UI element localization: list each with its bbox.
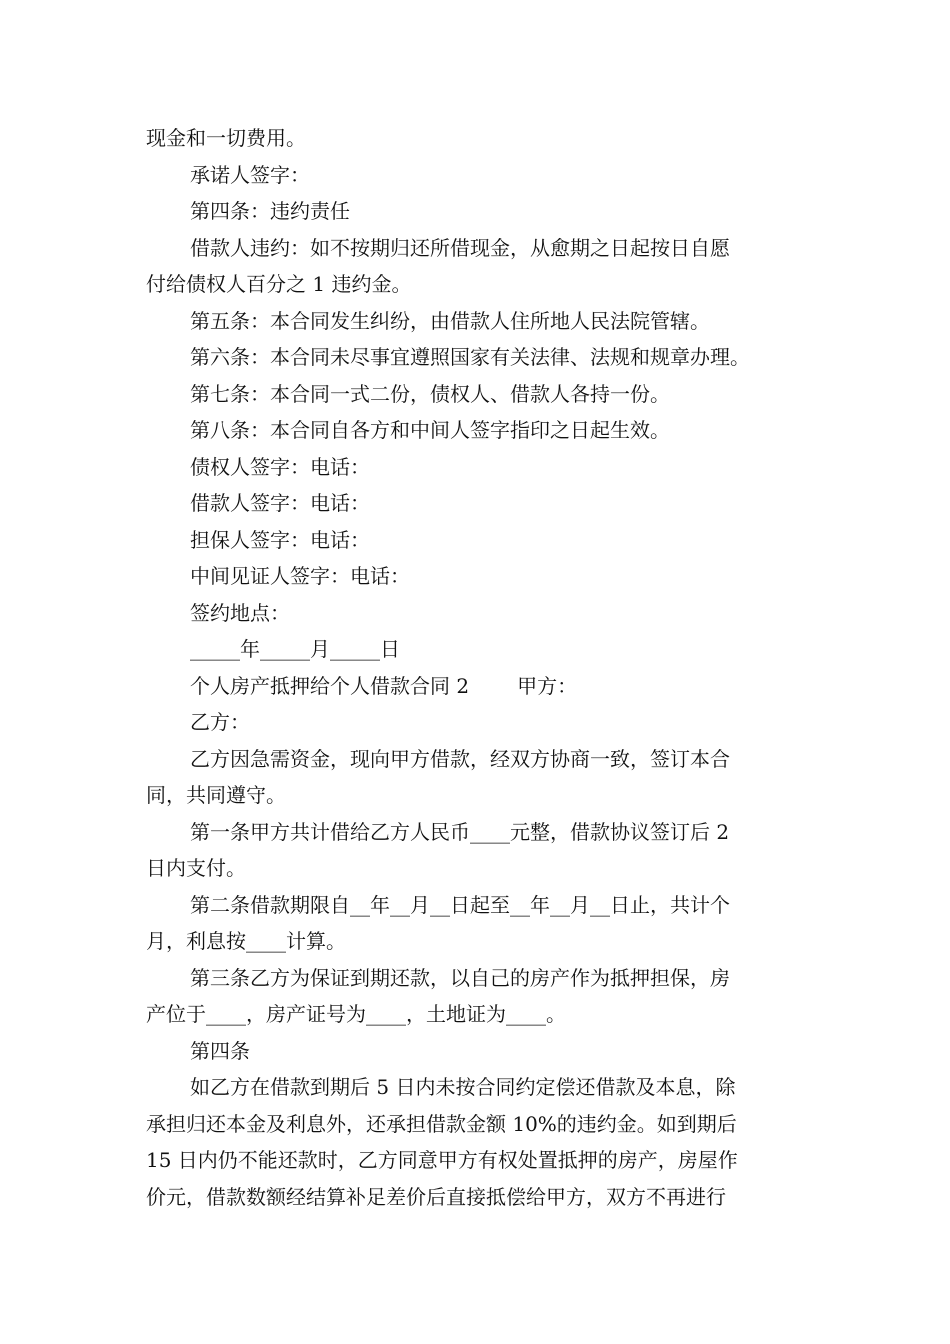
line-text: 乙方因急需资金，现向甲方借款，经双方协商一致，签订本合	[190, 746, 730, 771]
text-line	[146, 668, 806, 705]
text-line	[146, 266, 806, 303]
line-text: 第八条：本合同自各方和中间人签字指印之日起生效。	[190, 418, 670, 442]
line-text: 个人房产抵押给个人借款合同 2	[190, 673, 470, 698]
line-text: 借款人违约：如不按期归还所借现金，从愈期之日起按日自愿	[190, 235, 730, 260]
line-text: 第四条	[190, 1038, 250, 1063]
line-text: 第六条：本合同未尽事宜遵照国家有关法律、法规和规章办理。	[190, 345, 750, 369]
line-text: 担保人签字：电话：	[190, 527, 370, 552]
text-line	[146, 1179, 806, 1216]
line-text: 承诺人签字：	[190, 162, 310, 187]
line-text: 中间见证人签字：电话：	[190, 564, 410, 588]
text-line	[146, 595, 806, 632]
text-line	[146, 303, 806, 340]
line-text: 同，共同遵守。	[146, 783, 286, 807]
text-line	[146, 1033, 806, 1070]
text-line	[146, 339, 806, 376]
line-text: 第五条：本合同发生纠纷，由借款人住所地人民法院管辖。	[190, 308, 710, 333]
line-text: 债权人签字：电话：	[190, 454, 370, 479]
text-line	[146, 631, 806, 668]
line-text: 乙方：	[190, 710, 250, 734]
text-line	[146, 887, 806, 924]
line-text: 日内支付。	[146, 856, 246, 880]
line-text: 价元，借款数额经结算补足差价后直接抵偿给甲方，双方不再进行	[146, 1184, 726, 1209]
text-line	[146, 230, 806, 267]
line-text: 产位于____，房产证号为____，土地证为____。	[146, 1002, 566, 1026]
text-line	[146, 923, 806, 960]
text-line	[146, 449, 806, 486]
line-text: 如乙方在借款到期后 5 日内未按合同约定偿还借款及本息，除	[190, 1075, 736, 1099]
text-line	[146, 777, 806, 814]
text-line	[146, 1069, 806, 1106]
text-line	[146, 193, 806, 230]
line-text: 付给债权人百分之 1 违约金。	[146, 272, 412, 296]
line-text: 第一条甲方共计借给乙方人民币____元整，借款协议签订后 2	[190, 819, 730, 844]
text-line	[146, 1142, 806, 1179]
line-text: 月，利息按____计算。	[146, 929, 346, 953]
text-line	[146, 960, 806, 997]
text-line	[146, 996, 806, 1033]
text-line	[146, 1106, 806, 1143]
line-text: 第三条乙方为保证到期还款，以自己的房产作为抵押担保，房	[190, 965, 730, 990]
document-body	[146, 120, 806, 1215]
line-text: 借款人签字：电话：	[190, 491, 370, 515]
text-line	[146, 485, 806, 522]
line-text: 签约地点：	[190, 600, 290, 625]
line-text: 承担归还本金及利息外，还承担借款金额 10%的违约金。如到期后	[146, 1111, 737, 1136]
line-text: 第二条借款期限自__年__月__日起至__年__月__日止，共计个	[190, 892, 730, 917]
text-line	[146, 850, 806, 887]
text-line	[146, 558, 806, 595]
line-text: 现金和一切费用。	[146, 126, 306, 150]
line-text: 第七条：本合同一式二份，债权人、借款人各持一份。	[190, 381, 670, 406]
text-line	[146, 120, 806, 157]
text-line	[146, 157, 806, 194]
line-text: _____年_____月_____日	[190, 637, 400, 661]
text-line	[146, 412, 806, 449]
text-line	[146, 376, 806, 413]
line-text-secondary: 甲方：	[517, 673, 578, 698]
line-text: 15 日内仍不能还款时，乙方同意甲方有权处置抵押的房产，房屋作	[146, 1148, 738, 1172]
text-line	[146, 704, 806, 741]
line-text: 第四条：违约责任	[190, 199, 350, 223]
text-line	[146, 814, 806, 851]
text-line	[146, 741, 806, 778]
text-line	[146, 522, 806, 559]
